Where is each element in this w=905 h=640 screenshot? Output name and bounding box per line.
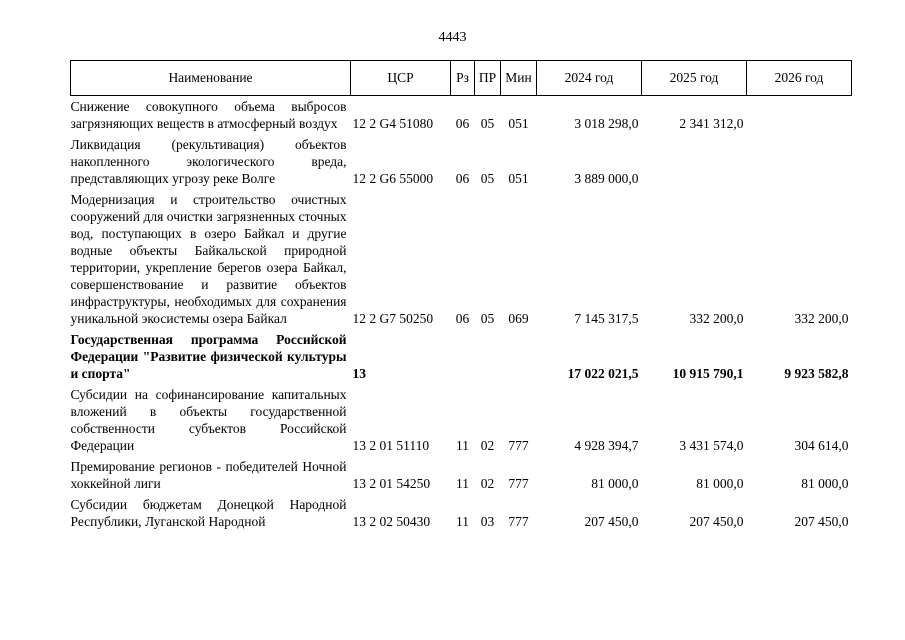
page-number: 4443 (438, 30, 467, 45)
table-row (71, 456, 852, 494)
row-pr: 05 (480, 116, 495, 131)
row-csr: 13 (352, 366, 366, 381)
row-pr: 05 (480, 311, 495, 326)
table-row (71, 384, 852, 456)
row-min: 051 (508, 171, 529, 186)
header-2024: 2024 год (537, 61, 642, 96)
row-2026 (747, 96, 852, 135)
row-csr: 13 2 01 54250 (352, 476, 431, 491)
row-2026: 9 923 582,8 (784, 366, 849, 381)
table-row (71, 189, 852, 329)
row-name: Снижение совокупного объема выбросов загрязняющих веществ в атмосферный воздух (70, 99, 347, 131)
row-rz: 06 (455, 311, 470, 326)
header-csr: ЦСР (351, 61, 451, 96)
row-name: Модернизация и строительство очистных сооружений для очистки загрязненных сточных вод, поступающих в озеро Байкал и другие водные объекты Байкальской природной территории, укрепление берегов озера Байкал, совершенствование и развитие объектов инфраструктуры, необходимых для сохранения уникальной экосистемы озера Байкал (70, 192, 347, 326)
row-rz (451, 329, 475, 384)
row-2025: 81 000,0 (696, 476, 744, 491)
row-csr: 12 2 G4 51080 (352, 116, 434, 131)
table-row (71, 134, 852, 189)
row-csr: 13 2 01 51110 (352, 438, 430, 453)
table-header-row (71, 61, 852, 96)
row-rz: 11 (456, 438, 469, 453)
row-min: 777 (508, 476, 529, 491)
row-2025: 332 200,0 (689, 311, 744, 326)
row-rz: 11 (456, 476, 469, 491)
row-2024: 7 145 317,5 (574, 311, 639, 326)
row-2025: 10 915 790,1 (672, 366, 744, 381)
row-csr: 12 2 G7 50250 (352, 311, 434, 326)
header-rz: Рз (451, 61, 475, 96)
row-pr: 02 (480, 476, 495, 491)
row-2024: 17 022 021,5 (567, 366, 639, 381)
row-csr: 13 2 02 50430 (352, 514, 431, 529)
header-name: Наименование (71, 61, 351, 96)
header-pr: ПР (475, 61, 501, 96)
row-2025: 207 450,0 (689, 514, 744, 529)
row-2026: 304 614,0 (794, 438, 849, 453)
row-pr: 03 (480, 514, 495, 529)
header-2025: 2025 год (642, 61, 747, 96)
row-min: 777 (508, 514, 529, 529)
row-min: 777 (508, 438, 529, 453)
row-2025 (642, 134, 747, 189)
row-2024: 81 000,0 (591, 476, 639, 491)
row-name: Государственная программа Российской Федерации "Развитие физической культуры и спорта" (70, 332, 347, 381)
row-2024: 207 450,0 (584, 514, 639, 529)
row-min (501, 329, 537, 384)
row-name: Премирование регионов - победителей Ночной хоккейной лиги (70, 459, 347, 491)
row-pr: 02 (480, 438, 495, 453)
header-min: Мин (501, 61, 537, 96)
row-name: Субсидии на софинансирование капитальных вложений в объекты государственной собственности субъектов Российской Федерации (70, 387, 347, 453)
row-2024: 4 928 394,7 (574, 438, 639, 453)
table-row (71, 494, 852, 532)
row-2024: 3 889 000,0 (574, 171, 639, 186)
row-2026 (747, 134, 852, 189)
budget-table (70, 60, 852, 532)
row-2025: 3 431 574,0 (679, 438, 744, 453)
row-2024: 3 018 298,0 (574, 116, 639, 131)
row-2026: 332 200,0 (794, 311, 849, 326)
row-2026: 81 000,0 (801, 476, 849, 491)
row-name: Ликвидация (рекультивация) объектов накопленного экологического вреда, представляющих угрозу реке Волге (70, 137, 347, 186)
table-row (71, 96, 852, 135)
header-2026: 2026 год (747, 61, 852, 96)
row-pr: 05 (480, 171, 495, 186)
row-min: 051 (508, 116, 529, 131)
row-pr (475, 329, 501, 384)
row-name: Субсидии бюджетам Донецкой Народной Республики, Луганской Народной (70, 497, 347, 529)
row-rz: 06 (455, 171, 470, 186)
row-csr: 12 2 G6 55000 (352, 171, 434, 186)
row-2025: 2 341 312,0 (679, 116, 744, 131)
table-row-program (71, 329, 852, 384)
row-2026: 207 450,0 (794, 514, 849, 529)
row-rz: 11 (456, 514, 469, 529)
row-min: 069 (508, 311, 529, 326)
row-rz: 06 (455, 116, 470, 131)
